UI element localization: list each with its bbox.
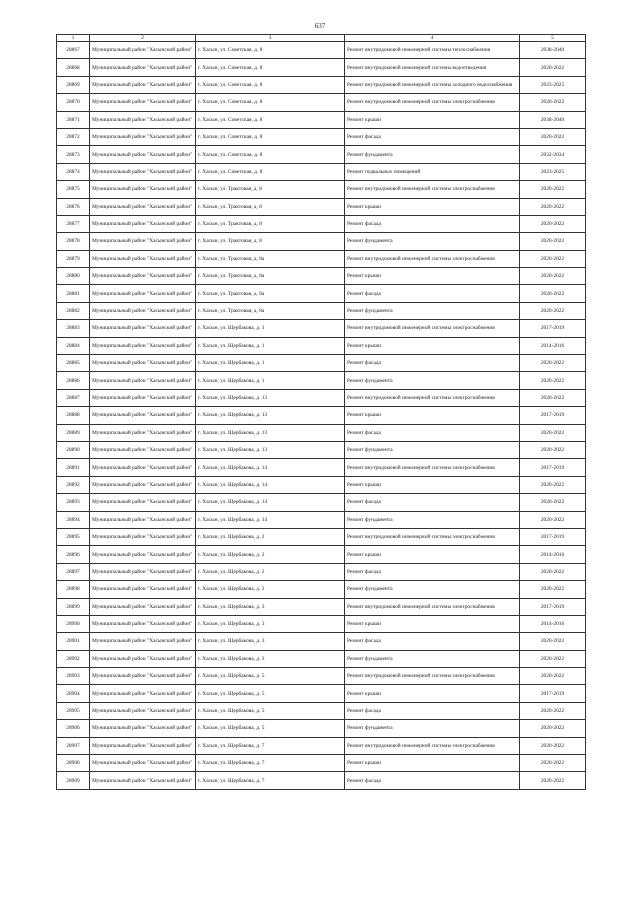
table-row	[57, 755, 586, 772]
municipality-cell: Муниципальный район "Хасынский район"	[90, 563, 196, 580]
row-number-cell: 28887	[57, 389, 90, 406]
period-cell: 2020-2022	[520, 268, 586, 285]
work-type-cell: Ремонт внутридомовой инженерной системы электроснабжения	[345, 459, 520, 476]
address-cell: г. Хасын, ул. Трактовая, д. 8	[196, 198, 345, 215]
row-number-cell: 28889	[57, 424, 90, 441]
work-type-cell: Ремонт фундамента	[345, 441, 520, 458]
row-number-cell: 28907	[57, 737, 90, 754]
period-cell: 2020-2022	[520, 215, 586, 232]
row-number-cell: 28878	[57, 233, 90, 250]
address-cell: г. Хасын, ул. Щербакова, д. 14	[196, 459, 345, 476]
work-type-cell: Ремонт фасада	[345, 215, 520, 232]
municipality-cell: Муниципальный район "Хасынский район"	[90, 146, 196, 163]
address-cell: г. Хасын, ул. Щербакова, д. 3	[196, 633, 345, 650]
table-row	[57, 441, 586, 458]
row-number-cell: 28880	[57, 268, 90, 285]
table-row	[57, 59, 586, 76]
municipality-cell: Муниципальный район "Хасынский район"	[90, 302, 196, 319]
address-cell: г. Хасын, ул. Щербакова, д. 2	[196, 581, 345, 598]
work-type-cell: Ремонт крыши	[345, 476, 520, 493]
address-cell: г. Хасын, ул. Щербакова, д. 13	[196, 424, 345, 441]
work-type-cell: Ремонт фасада	[345, 702, 520, 719]
row-number-cell: 28875	[57, 181, 90, 198]
table-row	[57, 650, 586, 667]
row-number-cell: 28874	[57, 163, 90, 180]
municipality-cell: Муниципальный район "Хасынский район"	[90, 424, 196, 441]
period-cell: 2017-2019	[520, 598, 586, 615]
address-cell: г. Хасын, ул. Щербакова, д. 13	[196, 407, 345, 424]
municipality-cell: Муниципальный район "Хасынский район"	[90, 772, 196, 789]
address-cell: г. Хасын, ул. Щербакова, д. 3	[196, 615, 345, 632]
row-number-cell: 28870	[57, 94, 90, 111]
column-header: 4	[345, 35, 520, 42]
work-type-cell: Ремонт фасада	[345, 633, 520, 650]
municipality-cell: Муниципальный район "Хасынский район"	[90, 459, 196, 476]
work-type-cell: Ремонт внутридомовой инженерной системы электроснабжения	[345, 320, 520, 337]
address-cell: г. Хасын, ул. Советская, д. 8	[196, 94, 345, 111]
table-row	[57, 598, 586, 615]
row-number-cell: 28871	[57, 111, 90, 128]
period-cell: 2020-2022	[520, 250, 586, 267]
period-cell: 2020-2022	[520, 59, 586, 76]
work-type-cell: Ремонт крыши	[345, 198, 520, 215]
address-cell: г. Хасын, ул. Щербакова, д. 13	[196, 389, 345, 406]
table-row	[57, 250, 586, 267]
address-cell: г. Хасын, ул. Щербакова, д. 5	[196, 720, 345, 737]
period-cell: 2014-2016	[520, 615, 586, 632]
address-cell: г. Хасын, ул. Советская, д. 8	[196, 163, 345, 180]
period-cell: 2017-2019	[520, 685, 586, 702]
work-type-cell: Ремонт фасада	[345, 424, 520, 441]
address-cell: г. Хасын, ул. Щербакова, д. 1	[196, 337, 345, 354]
work-type-cell: Ремонт фасада	[345, 772, 520, 789]
row-number-cell: 28890	[57, 441, 90, 458]
address-cell: г. Хасын, ул. Трактовая, д. 8а	[196, 285, 345, 302]
row-number-cell: 28899	[57, 598, 90, 615]
work-type-cell: Ремонт фасада	[345, 128, 520, 145]
period-cell: 2020-2022	[520, 424, 586, 441]
row-number-cell: 28888	[57, 407, 90, 424]
period-cell: 2038-2040	[520, 111, 586, 128]
period-cell: 2020-2022	[520, 441, 586, 458]
period-cell: 2032-2034	[520, 146, 586, 163]
municipality-cell: Муниципальный район "Хасынский район"	[90, 441, 196, 458]
row-number-cell: 28885	[57, 355, 90, 372]
municipality-cell: Муниципальный район "Хасынский район"	[90, 285, 196, 302]
municipality-cell: Муниципальный район "Хасынский район"	[90, 720, 196, 737]
municipality-cell: Муниципальный район "Хасынский район"	[90, 233, 196, 250]
period-cell: 2017-2019	[520, 407, 586, 424]
work-type-cell: Ремонт внутридомовой инженерной системы электроснабжения	[345, 181, 520, 198]
table-row	[57, 355, 586, 372]
row-number-cell: 28886	[57, 372, 90, 389]
address-cell: г. Хасын, ул. Советская, д. 8	[196, 146, 345, 163]
municipality-cell: Муниципальный район "Хасынский район"	[90, 111, 196, 128]
table-row	[57, 42, 586, 59]
municipality-cell: Муниципальный район "Хасынский район"	[90, 511, 196, 528]
municipality-cell: Муниципальный район "Хасынский район"	[90, 755, 196, 772]
work-type-cell: Ремонт крыши	[345, 755, 520, 772]
address-cell: г. Хасын, ул. Щербакова, д. 5	[196, 668, 345, 685]
address-cell: г. Хасын, ул. Трактовая, д. 8	[196, 181, 345, 198]
row-number-cell: 28902	[57, 650, 90, 667]
table-row	[57, 94, 586, 111]
municipality-cell: Муниципальный район "Хасынский район"	[90, 181, 196, 198]
period-cell: 2020-2022	[520, 511, 586, 528]
row-number-cell: 28895	[57, 528, 90, 545]
municipality-cell: Муниципальный район "Хасынский район"	[90, 737, 196, 754]
row-number-cell: 28896	[57, 546, 90, 563]
period-cell: 2020-2022	[520, 355, 586, 372]
table-row	[57, 337, 586, 354]
row-number-cell: 28905	[57, 702, 90, 719]
work-type-cell: Ремонт внутридомовой инженерной системы теплоснабжения	[345, 42, 520, 59]
row-number-cell: 28894	[57, 511, 90, 528]
period-cell: 2014-2016	[520, 337, 586, 354]
table-row	[57, 424, 586, 441]
row-number-cell: 28868	[57, 59, 90, 76]
address-cell: г. Хасын, ул. Щербакова, д. 7	[196, 755, 345, 772]
address-cell: г. Хасын, ул. Щербакова, д. 3	[196, 650, 345, 667]
work-type-cell: Ремонт фундамента	[345, 233, 520, 250]
municipality-cell: Муниципальный район "Хасынский район"	[90, 268, 196, 285]
municipality-cell: Муниципальный район "Хасынский район"	[90, 250, 196, 267]
municipality-cell: Муниципальный район "Хасынский район"	[90, 198, 196, 215]
work-type-cell: Ремонт фасада	[345, 563, 520, 580]
municipality-cell: Муниципальный район "Хасынский район"	[90, 337, 196, 354]
period-cell: 2020-2022	[520, 702, 586, 719]
table-row	[57, 581, 586, 598]
period-cell: 2020-2022	[520, 494, 586, 511]
municipality-cell: Муниципальный район "Хасынский район"	[90, 94, 196, 111]
row-number-cell: 28877	[57, 215, 90, 232]
work-type-cell: Ремонт крыши	[345, 337, 520, 354]
table-row	[57, 511, 586, 528]
period-cell: 2020-2022	[520, 772, 586, 789]
work-type-cell: Ремонт фундамента	[345, 581, 520, 598]
period-cell: 2020-2022	[520, 581, 586, 598]
row-number-cell: 28909	[57, 772, 90, 789]
period-cell: 2038-2040	[520, 42, 586, 59]
row-number-cell: 28883	[57, 320, 90, 337]
page-number: 637	[314, 22, 326, 30]
row-number-cell: 28900	[57, 615, 90, 632]
row-number-cell: 28893	[57, 494, 90, 511]
period-cell: 2020-2022	[520, 650, 586, 667]
row-number-cell: 28904	[57, 685, 90, 702]
table-row	[57, 163, 586, 180]
municipality-cell: Муниципальный район "Хасынский район"	[90, 598, 196, 615]
address-cell: г. Хасын, ул. Советская, д. 8	[196, 111, 345, 128]
address-cell: г. Хасын, ул. Советская, д. 8	[196, 59, 345, 76]
municipality-cell: Муниципальный район "Хасынский район"	[90, 546, 196, 563]
period-cell: 2023-2025	[520, 76, 586, 93]
work-type-cell: Ремонт фундамента	[345, 511, 520, 528]
period-cell: 2020-2022	[520, 389, 586, 406]
row-number-cell: 28867	[57, 42, 90, 59]
address-cell: г. Хасын, ул. Щербакова, д. 1	[196, 320, 345, 337]
period-cell: 2020-2022	[520, 181, 586, 198]
table-row	[57, 720, 586, 737]
table-row	[57, 233, 586, 250]
work-type-cell: Ремонт крыши	[345, 111, 520, 128]
work-type-cell: Ремонт фасада	[345, 494, 520, 511]
work-type-cell: Ремонт внутридомовой инженерной системы электроснабжения	[345, 737, 520, 754]
address-cell: г. Хасын, ул. Советская, д. 8	[196, 128, 345, 145]
municipality-cell: Муниципальный район "Хасынский район"	[90, 215, 196, 232]
row-number-cell: 28906	[57, 720, 90, 737]
table-row	[57, 459, 586, 476]
work-type-cell: Ремонт фундамента	[345, 302, 520, 319]
address-cell: г. Хасын, ул. Щербакова, д. 7	[196, 737, 345, 754]
row-number-cell: 28876	[57, 198, 90, 215]
table-row	[57, 198, 586, 215]
municipality-cell: Муниципальный район "Хасынский район"	[90, 633, 196, 650]
work-type-cell: Ремонт внутридомовой инженерной системы электроснабжения	[345, 598, 520, 615]
row-number-cell: 28884	[57, 337, 90, 354]
table-row	[57, 128, 586, 145]
table-row	[57, 146, 586, 163]
work-type-cell: Ремонт фундамента	[345, 372, 520, 389]
work-type-cell: Ремонт внутридомовой инженерной системы электроснабжения	[345, 94, 520, 111]
period-cell: 2020-2022	[520, 737, 586, 754]
period-cell: 2020-2022	[520, 476, 586, 493]
table-row	[57, 685, 586, 702]
address-cell: г. Хасын, ул. Щербакова, д. 14	[196, 494, 345, 511]
municipality-cell: Муниципальный район "Хасынский район"	[90, 163, 196, 180]
period-cell: 2020-2022	[520, 720, 586, 737]
row-number-cell: 28898	[57, 581, 90, 598]
municipality-cell: Муниципальный район "Хасынский район"	[90, 494, 196, 511]
row-number-cell: 28869	[57, 76, 90, 93]
period-cell: 2017-2019	[520, 528, 586, 545]
work-type-cell: Ремонт крыши	[345, 615, 520, 632]
row-number-cell: 28882	[57, 302, 90, 319]
work-type-cell: Ремонт фундамента	[345, 146, 520, 163]
address-cell: г. Хасын, ул. Щербакова, д. 13	[196, 441, 345, 458]
period-cell: 2020-2022	[520, 233, 586, 250]
table-row	[57, 268, 586, 285]
municipality-cell: Муниципальный район "Хасынский район"	[90, 476, 196, 493]
work-type-cell: Ремонт подвальных помещений	[345, 163, 520, 180]
row-number-cell: 28892	[57, 476, 90, 493]
table-row	[57, 546, 586, 563]
work-type-cell: Ремонт внутридомовой инженерной системы электроснабжения	[345, 668, 520, 685]
municipality-cell: Муниципальный район "Хасынский район"	[90, 407, 196, 424]
address-cell: г. Хасын, ул. Щербакова, д. 2	[196, 528, 345, 545]
address-cell: г. Хасын, ул. Трактовая, д. 8	[196, 233, 345, 250]
table-row	[57, 702, 586, 719]
municipality-cell: Муниципальный район "Хасынский район"	[90, 685, 196, 702]
table-row	[57, 528, 586, 545]
table-row	[57, 320, 586, 337]
address-cell: г. Хасын, ул. Советская, д. 8	[196, 42, 345, 59]
period-cell: 2017-2019	[520, 459, 586, 476]
address-cell: г. Хасын, ул. Трактовая, д. 8	[196, 215, 345, 232]
table-row	[57, 737, 586, 754]
repair-schedule-table	[56, 34, 586, 790]
address-cell: г. Хасын, ул. Трактовая, д. 8а	[196, 268, 345, 285]
row-number-cell: 28879	[57, 250, 90, 267]
municipality-cell: Муниципальный район "Хасынский район"	[90, 615, 196, 632]
address-cell: г. Хасын, ул. Щербакова, д. 14	[196, 511, 345, 528]
table-row	[57, 668, 586, 685]
municipality-cell: Муниципальный район "Хасынский район"	[90, 320, 196, 337]
address-cell: г. Хасын, ул. Щербакова, д. 2	[196, 546, 345, 563]
row-number-cell: 28881	[57, 285, 90, 302]
address-cell: г. Хасын, ул. Щербакова, д. 3	[196, 598, 345, 615]
work-type-cell: Ремонт крыши	[345, 268, 520, 285]
table-row	[57, 615, 586, 632]
work-type-cell: Ремонт фундамента	[345, 720, 520, 737]
work-type-cell: Ремонт крыши	[345, 407, 520, 424]
municipality-cell: Муниципальный район "Хасынский район"	[90, 42, 196, 59]
column-header: 1	[57, 35, 90, 42]
municipality-cell: Муниципальный район "Хасынский район"	[90, 372, 196, 389]
period-cell: 2020-2022	[520, 198, 586, 215]
address-cell: г. Хасын, ул. Щербакова, д. 5	[196, 685, 345, 702]
table-row	[57, 302, 586, 319]
period-cell: 2020-2022	[520, 668, 586, 685]
address-cell: г. Хасын, ул. Щербакова, д. 14	[196, 476, 345, 493]
municipality-cell: Муниципальный район "Хасынский район"	[90, 702, 196, 719]
period-cell: 2020-2022	[520, 755, 586, 772]
address-cell: г. Хасын, ул. Трактовая, д. 8а	[196, 250, 345, 267]
table-row	[57, 389, 586, 406]
table-row	[57, 476, 586, 493]
municipality-cell: Муниципальный район "Хасынский район"	[90, 528, 196, 545]
work-type-cell: Ремонт внутридомовой инженерной системы электроснабжения	[345, 389, 520, 406]
period-cell: 2020-2022	[520, 94, 586, 111]
table-row	[57, 772, 586, 789]
address-cell: г. Хасын, ул. Щербакова, д. 2	[196, 563, 345, 580]
work-type-cell: Ремонт фасада	[345, 355, 520, 372]
table-row	[57, 633, 586, 650]
period-cell: 2020-2022	[520, 633, 586, 650]
table-row	[57, 285, 586, 302]
work-type-cell: Ремонт внутридомовой инженерной системы электроснабжения	[345, 250, 520, 267]
row-number-cell: 28901	[57, 633, 90, 650]
table-row	[57, 111, 586, 128]
table-header-row	[57, 35, 586, 42]
municipality-cell: Муниципальный район "Хасынский район"	[90, 668, 196, 685]
table-row	[57, 407, 586, 424]
work-type-cell: Ремонт крыши	[345, 546, 520, 563]
row-number-cell: 28873	[57, 146, 90, 163]
municipality-cell: Муниципальный район "Хасынский район"	[90, 128, 196, 145]
table-row	[57, 372, 586, 389]
period-cell: 2014-2016	[520, 546, 586, 563]
work-type-cell: Ремонт фундамента	[345, 650, 520, 667]
table-row	[57, 494, 586, 511]
row-number-cell: 28897	[57, 563, 90, 580]
column-header: 5	[520, 35, 586, 42]
table-row	[57, 76, 586, 93]
table-row	[57, 215, 586, 232]
period-cell: 2017-2019	[520, 320, 586, 337]
period-cell: 2020-2022	[520, 372, 586, 389]
period-cell: 2020-2022	[520, 128, 586, 145]
municipality-cell: Муниципальный район "Хасынский район"	[90, 650, 196, 667]
row-number-cell: 28891	[57, 459, 90, 476]
work-type-cell: Ремонт внутридомовой инженерной системы холодного водоснабжения	[345, 76, 520, 93]
address-cell: г. Хасын, ул. Трактовая, д. 8а	[196, 302, 345, 319]
address-cell: г. Хасын, ул. Советская, д. 8	[196, 76, 345, 93]
work-type-cell: Ремонт внутридомовой инженерной системы электроснабжения	[345, 528, 520, 545]
address-cell: г. Хасын, ул. Щербакова, д. 1	[196, 355, 345, 372]
work-type-cell: Ремонт крыши	[345, 685, 520, 702]
period-cell: 2020-2022	[520, 563, 586, 580]
municipality-cell: Муниципальный район "Хасынский район"	[90, 76, 196, 93]
work-type-cell: Ремонт фасада	[345, 285, 520, 302]
row-number-cell: 28908	[57, 755, 90, 772]
table-row	[57, 181, 586, 198]
work-type-cell: Ремонт внутридомовой инженерной системы водоотведения	[345, 59, 520, 76]
row-number-cell: 28903	[57, 668, 90, 685]
column-header: 2	[90, 35, 196, 42]
period-cell: 2023-2025	[520, 163, 586, 180]
row-number-cell: 28872	[57, 128, 90, 145]
municipality-cell: Муниципальный район "Хасынский район"	[90, 59, 196, 76]
period-cell: 2020-2022	[520, 302, 586, 319]
address-cell: г. Хасын, ул. Щербакова, д. 7	[196, 772, 345, 789]
municipality-cell: Муниципальный район "Хасынский район"	[90, 581, 196, 598]
period-cell: 2020-2022	[520, 285, 586, 302]
column-header: 3	[196, 35, 345, 42]
address-cell: г. Хасын, ул. Щербакова, д. 5	[196, 702, 345, 719]
municipality-cell: Муниципальный район "Хасынский район"	[90, 389, 196, 406]
table-row	[57, 563, 586, 580]
municipality-cell: Муниципальный район "Хасынский район"	[90, 355, 196, 372]
address-cell: г. Хасын, ул. Щербакова, д. 1	[196, 372, 345, 389]
